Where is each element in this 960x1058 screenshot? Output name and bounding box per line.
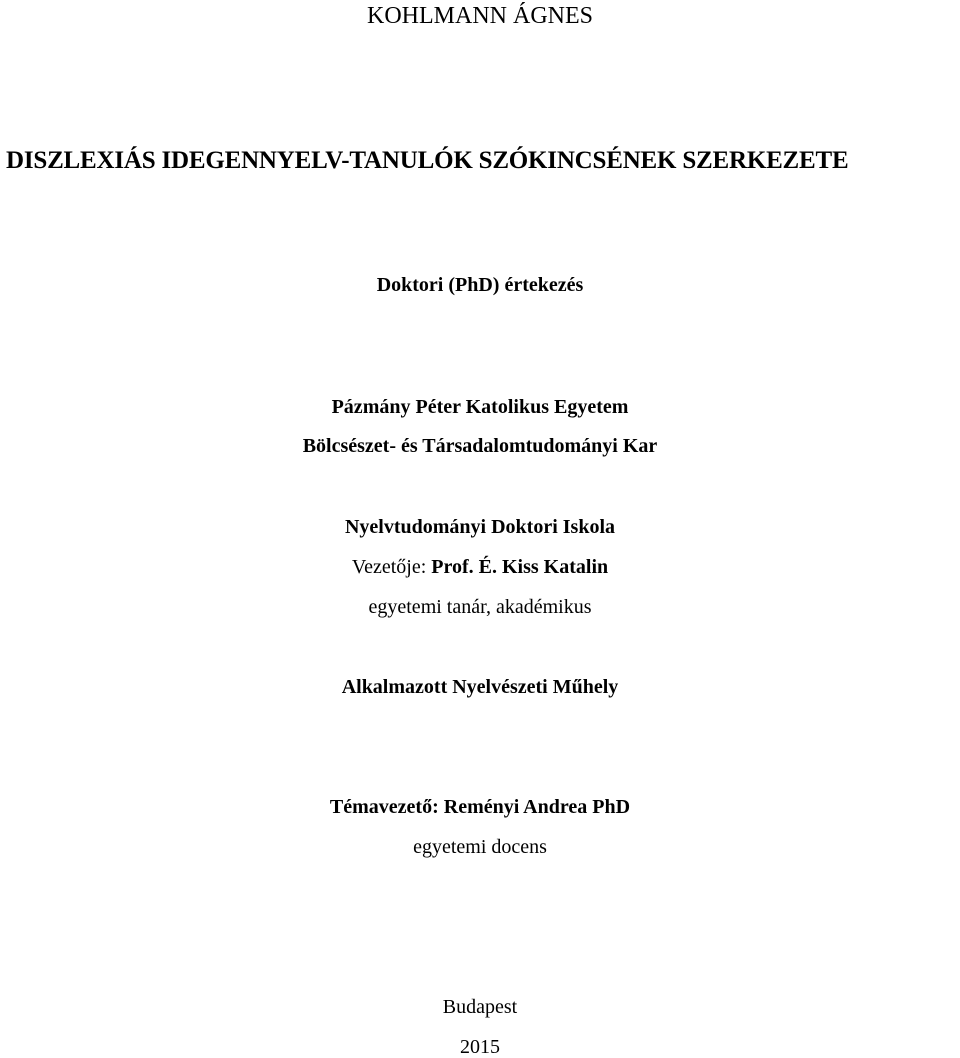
year: 2015 xyxy=(460,1036,500,1058)
document-type: Doktori (PhD) értekezés xyxy=(376,274,584,296)
doctoral-school-name: Nyelvtudományi Doktori Iskola xyxy=(344,516,616,538)
head-title: egyetemi tanár, akadémikus xyxy=(368,596,592,618)
head-name: Prof. É. Kiss Katalin xyxy=(431,556,609,578)
supervisor-title: egyetemi docens xyxy=(413,836,547,858)
workshop-name: Alkalmazott Nyelvészeti Műhely xyxy=(341,676,619,698)
faculty-name: Bölcsészet- és Társadalomtudományi Kar xyxy=(302,435,658,457)
university-name: Pázmány Péter Katolikus Egyetem xyxy=(331,396,629,418)
thesis-title: DISZLEXIÁS IDEGENNYELV-TANULÓK SZÓKINCSÉNEK SZERKEZETE xyxy=(6,147,849,174)
doctoral-school-head xyxy=(0,557,960,577)
place: Budapest xyxy=(442,996,518,1018)
supervisor-line: Témavezető: Reményi Andrea PhD xyxy=(329,796,631,818)
head-label: Vezetője: xyxy=(351,556,432,578)
author-name: KOHLMANN ÁGNES xyxy=(367,3,593,29)
